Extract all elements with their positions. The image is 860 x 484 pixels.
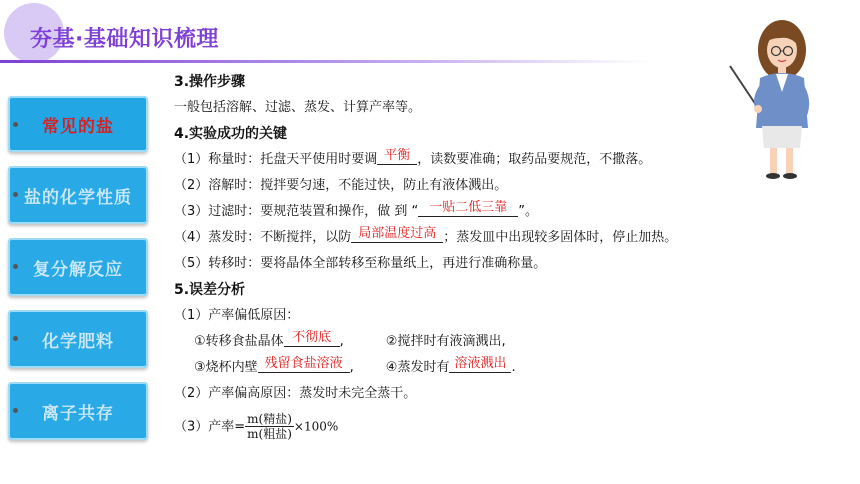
sidebar-item-fertilizers[interactable] [8, 310, 148, 368]
sidebar-item-ion-coexistence[interactable] [8, 382, 148, 440]
text: （3）过滤时：要规范装置和操作，做 到 “ [174, 204, 419, 219]
page-title: 夯基·基础知识梳理 [30, 27, 219, 52]
text: ④蒸发时有 [385, 360, 450, 375]
text: （1）称量时：托盘天平使用时要调 [174, 152, 378, 167]
bullet-icon [13, 408, 18, 413]
text: ②搅拌时有液滴溅出, [385, 334, 506, 349]
formula-tail: ×100% [293, 419, 339, 434]
text: ③烧杯内壁 [194, 360, 258, 375]
answer-blank: 不彻底 [284, 330, 340, 347]
title-underline [0, 60, 650, 63]
text: . [511, 360, 516, 375]
yield-formula [174, 412, 734, 456]
sidebar-item-label: 盐的化学性质 [24, 187, 132, 208]
main-content [174, 74, 734, 456]
bullet-icon [13, 192, 18, 197]
sidebar-item-salt-chemical-properties[interactable] [8, 166, 148, 224]
sidebar-item-double-decomposition[interactable] [8, 238, 148, 296]
text: ”。 [518, 204, 539, 219]
answer-blank: 溶液溅出 [449, 356, 511, 373]
section-5-heading: 5.误差分析 [174, 282, 246, 298]
section-3-text: 一般包括溶解、过滤、蒸发、计算产率等。 [174, 100, 422, 115]
section-3-heading: 3.操作步骤 [174, 74, 246, 90]
text: ，读数要准确；取药品要规范，不撒落。 [417, 152, 652, 167]
key-point-3 [174, 200, 734, 230]
sidebar-item-label: 复分解反应 [33, 259, 123, 280]
formula-fraction [245, 412, 294, 442]
text: , [349, 360, 354, 375]
formula-numerator: m(精盐) [247, 412, 292, 426]
sidebar [8, 96, 148, 454]
teacher-icon [720, 8, 840, 184]
high-yield-reason: （2）产率偏高原因：蒸发时未完全蒸干。 [174, 386, 417, 401]
sidebar-item-label: 常见的盐 [42, 116, 114, 137]
sidebar-item-common-salts[interactable] [8, 96, 148, 152]
answer-blank: 一贴二低三靠 [418, 200, 518, 217]
key-point-1 [174, 148, 734, 178]
text: , [339, 334, 344, 349]
section-4-heading: 4.实验成功的关键 [174, 126, 288, 142]
formula-denominator: m(粗盐) [247, 427, 292, 442]
answer-blank: 局部温度过高 [351, 226, 443, 243]
bullet-icon [13, 122, 18, 127]
answer-blank: 残留食盐溶液 [258, 356, 350, 373]
key-point-2: （2）溶解时：搅拌要匀速，不能过快，防止有液体溅出。 [174, 178, 508, 193]
sidebar-item-label: 离子共存 [42, 403, 114, 424]
key-point-5: （5）转移时：要将晶体全部转移至称量纸上，再进行准确称量。 [174, 256, 547, 271]
bullet-icon [13, 264, 18, 269]
sidebar-item-label: 化学肥料 [42, 331, 114, 352]
low-yield-title: （1）产率偏低原因： [174, 308, 300, 323]
teacher-illustration [720, 8, 840, 184]
bullet-icon [13, 336, 18, 341]
text: ；蒸发皿中出现较多固体时，停止加热。 [443, 230, 678, 245]
key-point-4 [174, 226, 734, 256]
low-yield-row-2 [174, 356, 734, 386]
answer-blank: 平衡 [377, 148, 417, 165]
text: （4）蒸发时：不断搅拌，以防 [174, 230, 352, 245]
text: ①转移食盐晶体 [194, 334, 284, 349]
formula-label: （3）产率= [174, 419, 246, 435]
